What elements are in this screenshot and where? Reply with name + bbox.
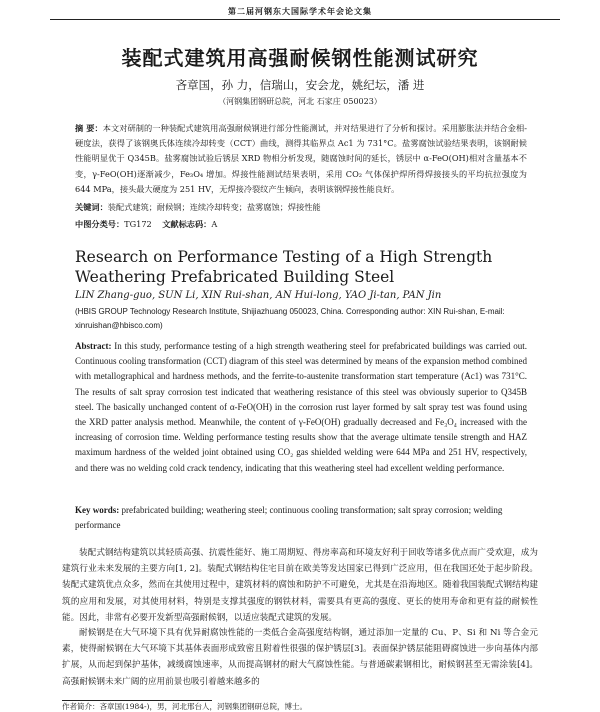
paper-title-en: Research on Performance Testing of a High Strength Weathering Prefabricated Building Steel <box>75 248 493 286</box>
paper-title-cn: 装配式建筑用高强耐候钢性能测试研究 <box>121 46 479 70</box>
author-footnote: 作者简介：吝章国(1984-)，男，河北邢台人，河钢集团钢研总院，博士。 <box>62 702 307 711</box>
abstract-en <box>75 339 527 476</box>
affiliation-cn: （河钢集团钢研总院，河北 石家庄 050023） <box>218 97 382 106</box>
doc-code-value: A <box>211 219 218 229</box>
keywords-cn-label: 关键词： <box>75 202 108 212</box>
classification-line <box>75 217 527 232</box>
doc-code-label: 文献标志码： <box>162 219 212 229</box>
affiliation-en: (HBIS GROUP Technology Research Institute, Shijiazhuang 050023, China. Corresponding author: XIN Rui-shan, E-mail: xinruishan@hbisco.com) <box>75 307 505 330</box>
keywords-en-text: prefabricated building; weathering steel; continuous cooling transformation; salt spray corrosion; welding performance <box>75 505 503 530</box>
abstract-en-text: In this study, performance testing of a high strength weathering steel for prefabricated buildings was carried out. Continuous cooling transformation (CCT) diagram of this steel was determined by means of the expansion method combined with metallographical and hardness methods, and the ferrite-to-austenite transformation start temperature (Ac1) was 731°C. The results of salt spray corrosion test indicated that weathering resistance of this steel was obviously superior to Q345B steel. The basically unchanged content of α-FeO(OH) in the corrosion rust layer formed by salt spray test was found using the XRD patter analysis method. Meanwhile, the content of γ-FeO(OH) gradually decreased and Fe₃O₄ increased with the increasing of corrosion time. Welding performance testing results show that the average ultimate tensile strength and HAZ maximum hardness of the welded joint obtained using CO₂ gas shielded welding were 644 MPa and 251 HV, respectively, and there was no welding cold crack tendency, indicating that this weathering steel had excellent welding performance. <box>75 341 527 473</box>
abstract-en-label: Abstract: <box>75 341 112 351</box>
keywords-en-label: Key words: <box>75 505 120 515</box>
abstract-cn-text: 本文对研制的一种装配式建筑用高强耐候钢进行部分性能测试，并对结果进行了分析和探讨。采用膨胀法并结合金相-硬度法，获得了该钢奥氏体连续冷却转变（CCT）曲线，测得其临界点 Ac1 为 731°C。盐雾腐蚀试验结果表明，该钢耐候性能明显优于 Q345B。盐雾腐蚀试验后锈层 XRD 物相分析发现，随腐蚀时间的延长，锈层中 α-FeO(OH)相对含量基本不变，γ-FeO(OH)逐渐减少，Fe₃O₄ 增加。焊接性能测试结果表明，采用 CO₂ 气体保护焊所得焊接接头的平均抗拉强度为 644 MPa，接头最大硬度为 251 HV，无焊接冷裂纹产生倾向，表明该钢焊接性能良好。 <box>75 123 527 194</box>
keywords-cn <box>75 200 527 215</box>
abstract-cn-label: 摘 要： <box>75 123 103 133</box>
authors-en: LIN Zhang-guo, SUN Li, XIN Rui-shan, AN Hui-long, YAO Ji-tan, PAN Jin <box>75 290 442 301</box>
header-rule <box>50 19 560 20</box>
keywords-cn-text: 装配式建筑；耐候钢；连续冷却转变；盐雾腐蚀；焊接性能 <box>107 202 321 212</box>
clc-label: 中图分类号： <box>75 219 125 229</box>
body-paragraph: 装配式钢结构建筑以其轻质高强、抗震性能好、施工周期短、得房率高和环境友好利于回收等诸多优点而广受欢迎，成为建筑行业未来发展的主要方向[1, 2]。装配式钢结构住宅目前在欧美等发达国家已得到广泛应用，但在我国还处于起步阶段。装配式建筑优点众多，然而在其使用过程中，建筑材料的腐蚀和防护不可避免，尤其是在沿海地区。随着我国装配式钢结构建筑的应用和发展，对其使用材料，特别是支撑其强度的钢铁材料，需要具有更高的强度、更长的使用寿命和更有益的耐候性能。因此，非常有必要开发新型高强耐候钢，以适应装配式建筑的发展。 <box>62 548 538 623</box>
abstract-cn <box>75 121 527 197</box>
clc-value: TG172 <box>124 219 152 229</box>
keywords-en <box>75 503 527 533</box>
body-paragraph: 耐候钢是在大气环境下具有优异耐腐蚀性能的一类低合金高强度结构钢，通过添加一定量的 Cu、P、Si 和 Ni 等合金元素，使得耐候钢在大气环境下其基体表面形成致密且附着性很强的保护锈层[3]。表面保护锈层能阻碍腐蚀进一步向基体内部扩展，从而起到保护基体，减缓腐蚀速率，从而提高钢材的耐大气腐蚀性能。与普通碳素钢相比，耐候钢甚至无需涂装[4]。高强耐候钢未来广阔的应用前景也吸引着越来越多的 <box>62 628 538 687</box>
authors-cn: 吝章国，孙 力，信瑞山，安会龙，姚纪坛，潘 进 <box>175 78 425 92</box>
running-header: 第二届河钢东大国际学术年会论文集 <box>228 6 372 16</box>
